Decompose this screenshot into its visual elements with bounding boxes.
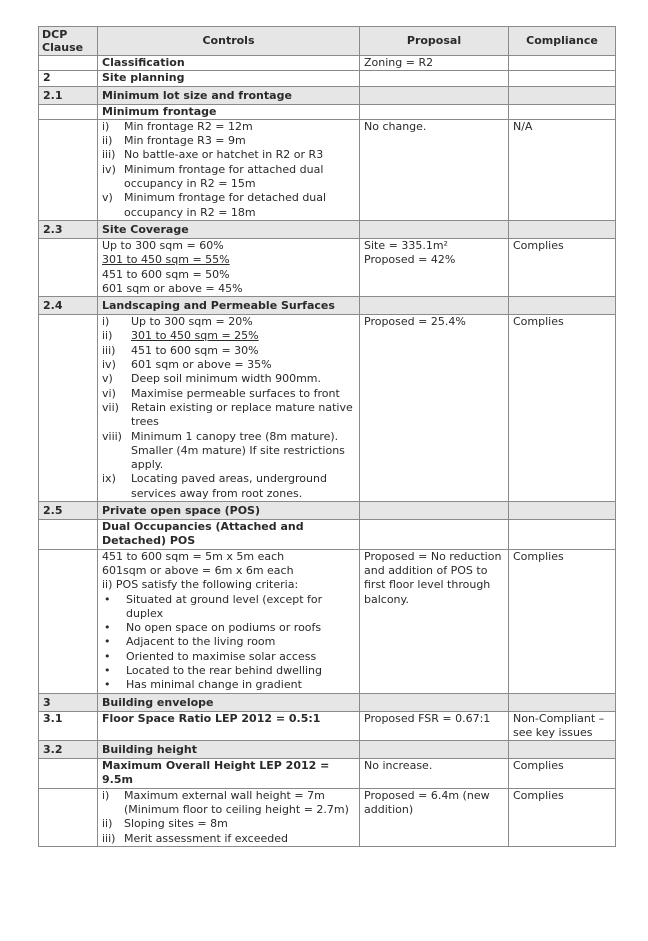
list-item: i) Maximum external wall height = 7m (Minimum floor to ceiling height = 2.7m) [102,788,349,817]
list-item: • Situated at ground level (except for duplex [104,592,323,620]
section-2-3-body-row [39,238,616,296]
section-3-2-title: Building height [98,741,360,759]
coverage-line: 451 to 600 sqm = 50% [102,267,230,281]
site-area: Site = 335.1m² [364,238,448,252]
section-2-title: Site planning [98,71,360,86]
list-item: v) Minimum frontage for detached dual occupancy in R2 = 18m [102,191,327,219]
header-controls: Controls [98,27,360,56]
list-item: • Has minimal change in gradient [104,678,302,692]
frontage-controls-list [102,120,355,220]
section-3-title: Building envelope [98,693,360,711]
section-2-4-body-row [39,315,616,502]
pos-line: ii) POS satisfy the following criteria: [102,578,299,592]
section-2-4-compliance: Complies [509,315,616,502]
section-2-1-compliance: N/A [509,119,616,220]
section-2-3-compliance: Complies [509,238,616,296]
list-item: vii) Retain existing or replace mature native trees [102,400,353,429]
section-3-2-proposal: Proposed = 6.4m (new addition) [360,788,509,846]
list-item: i) Up to 300 sqm = 20% [102,315,253,329]
section-3-2-subtitle: Maximum Overall Height LEP 2012 = 9.5m [98,759,360,789]
header-compliance: Compliance [509,27,616,56]
section-2-5-body-row [39,549,616,693]
section-2-clause: 2 [39,71,98,86]
section-2-1-subtitle: Minimum frontage [98,104,360,119]
section-2-5-title: Private open space (POS) [98,502,360,520]
section-2-5-sub-row [39,520,616,550]
section-2-5-compliance: Complies [509,549,616,693]
section-2-row [39,71,616,86]
list-item: • No open space on podiums or roofs [104,621,322,635]
header-proposal: Proposal [360,27,509,56]
section-2-5-subtitle: Dual Occupancies (Attached and Detached) POS [98,520,360,550]
header-row [39,27,616,56]
coverage-line: 301 to 450 sqm = 55% [102,253,230,267]
pos-line: 451 to 600 sqm = 5m x 5m each [102,549,285,563]
list-item: ii) Sloping sites = 8m [102,817,228,831]
section-3-2-sub-row [39,759,616,789]
section-3-2-row [39,741,616,759]
section-2-1-body-row [39,119,616,220]
section-2-4-row [39,297,616,315]
classification-row [39,56,616,71]
list-item: iv) 601 sqm or above = 35% [102,358,272,372]
pos-line: 601sqm or above = 6m x 6m each [102,563,294,577]
section-2-5-clause: 2.5 [39,502,98,520]
pos-criteria-list [102,593,355,693]
section-3-1-title: Floor Space Ratio LEP 2012 = 0.5:1 [98,711,360,741]
section-2-1-proposal: No change. [360,119,509,220]
section-2-1-row [39,86,616,104]
list-item: i) Min frontage R2 = 12m [102,119,253,133]
section-3-2-sub-proposal: No increase. [360,759,509,789]
section-3-1-proposal: Proposed FSR = 0.67:1 [360,711,509,741]
classification-proposal: Zoning = R2 [360,56,509,71]
list-item: viii) Minimum 1 canopy tree (8m mature). Smaller (4m mature) If site restrictions apply. [102,429,345,472]
section-2-5-proposal: Proposed = No reduction and addition of POS to first floor level through balcony. [360,549,509,693]
section-2-1-sub-row [39,104,616,119]
section-3-2-clause: 3.2 [39,741,98,759]
list-item: iii) No battle-axe or hatchet in R2 or R3 [102,148,324,162]
dcp-compliance-table [38,26,616,847]
coverage-line: Up to 300 sqm = 60% [102,238,224,252]
section-2-4-proposal: Proposed = 25.4% [360,315,509,502]
section-2-3-row [39,220,616,238]
list-item: ix) Locating paved areas, underground services away from root zones. [102,472,327,500]
section-2-4-title: Landscaping and Permeable Surfaces [98,297,360,315]
list-item: • Oriented to maximise solar access [104,649,317,663]
list-item: • Located to the rear behind dwelling [104,663,323,677]
list-item: iii) Merit assessment if exceeded [102,831,288,845]
list-item: • Adjacent to the living room [104,635,276,649]
list-item: ii) Min frontage R3 = 9m [102,134,246,148]
list-item: iii) 451 to 600 sqm = 30% [102,343,259,357]
section-2-5-row [39,502,616,520]
landscaping-controls-list [102,315,355,501]
list-item: ii) 301 to 450 sqm = 25% [102,329,259,343]
coverage-line: 601 sqm or above = 45% [102,281,243,295]
section-2-3-title: Site Coverage [98,220,360,238]
section-2-1-clause: 2.1 [39,86,98,104]
section-3-2-compliance: Complies [509,788,616,846]
section-2-1-title: Minimum lot size and frontage [98,86,360,104]
height-controls-list [102,789,355,846]
section-3-row [39,693,616,711]
proposed-coverage: Proposed = 42% [364,253,456,267]
section-3-2-body-row [39,788,616,846]
list-item: vi) Maximise permeable surfaces to front [102,386,340,400]
section-3-1-compliance: Non-Compliant – see key issues [509,711,616,741]
header-clause: DCP Clause [39,27,98,56]
section-3-2-sub-compliance: Complies [509,759,616,789]
section-2-3-clause: 2.3 [39,220,98,238]
section-3-clause: 3 [39,693,98,711]
list-item: iv) Minimum frontage for attached dual occupancy in R2 = 15m [102,162,324,191]
section-3-1-clause: 3.1 [39,711,98,741]
list-item: v) Deep soil minimum width 900mm. [102,372,321,386]
section-3-1-row [39,711,616,741]
classification-label: Classification [98,56,360,71]
section-2-4-clause: 2.4 [39,297,98,315]
